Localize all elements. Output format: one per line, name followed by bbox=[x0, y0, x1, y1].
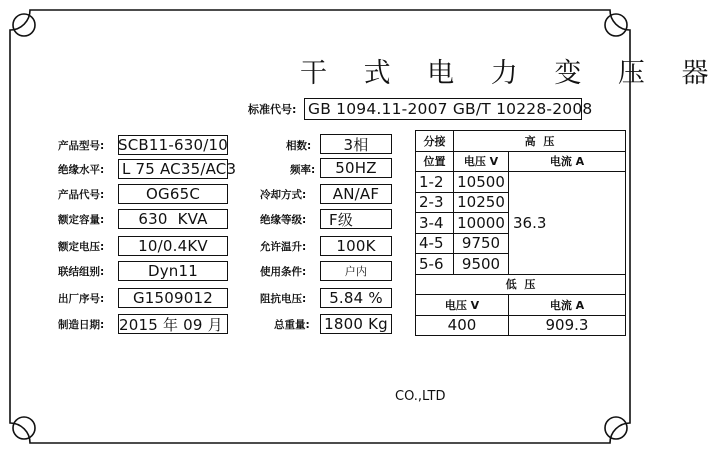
tap-voltage: 10500 bbox=[454, 172, 509, 193]
field-value-vector-group bbox=[118, 261, 228, 281]
plate-title: 干 式 电 力 变 压 器 bbox=[300, 58, 723, 89]
field-label: 绝缘等级: bbox=[260, 214, 307, 226]
field-value-temp-rise bbox=[320, 236, 392, 256]
field-label: 绝缘水平: bbox=[58, 164, 105, 176]
field-label: 额定电压: bbox=[58, 241, 105, 253]
field-label: 产品型号: bbox=[58, 140, 105, 152]
field-value-text: 630 KVA bbox=[138, 210, 208, 228]
field-value-usage bbox=[320, 261, 392, 281]
field-value-insulation bbox=[118, 159, 237, 179]
lv-voltage-value: 400 bbox=[416, 315, 509, 336]
field-value-text: 户内 bbox=[344, 265, 368, 278]
field-label: 阻抗电压: bbox=[260, 293, 307, 305]
field-label: 联结组别: bbox=[58, 266, 105, 278]
tap-position: 2-3 bbox=[416, 192, 454, 213]
tap-position: 5-6 bbox=[416, 254, 454, 275]
tap-label-1: 分接 bbox=[423, 134, 446, 148]
field-value-model bbox=[118, 135, 228, 155]
field-label: 总重量: bbox=[274, 319, 310, 331]
tap-voltage: 9750 bbox=[454, 233, 509, 254]
field-label: 额定容量: bbox=[58, 214, 105, 226]
field-value-text: G1509012 bbox=[132, 289, 214, 307]
field-value-text: F级 bbox=[329, 210, 354, 229]
table-row bbox=[416, 172, 626, 193]
field-label: 制造日期: bbox=[58, 319, 105, 331]
field-value-date bbox=[118, 314, 228, 334]
field-label: 使用条件: bbox=[260, 266, 307, 278]
tap-voltage: 10000 bbox=[454, 213, 509, 234]
field-value-capacity bbox=[118, 209, 228, 229]
field-value-text: 50HZ bbox=[335, 159, 377, 177]
field-value-text: 100K bbox=[336, 237, 376, 255]
tap-label-2: 位置 bbox=[423, 155, 446, 169]
field-label: 相数: bbox=[286, 140, 312, 152]
field-value-insulation-class bbox=[320, 209, 392, 229]
field-label: 允许温升: bbox=[260, 241, 307, 253]
hv-current-value: 36.3 bbox=[509, 172, 626, 275]
hv-voltage-header: 电压 V bbox=[454, 151, 509, 172]
lv-header: 低 压 bbox=[416, 274, 626, 295]
table-row bbox=[416, 315, 626, 336]
field-value-text: 5.84 % bbox=[329, 289, 383, 307]
field-value-text: 1800 Kg bbox=[324, 315, 388, 333]
lv-current-value: 909.3 bbox=[509, 315, 626, 336]
field-label: 出厂序号: bbox=[58, 293, 105, 305]
standard-value bbox=[304, 98, 593, 120]
standard-text: GB 1094.11-2007 GB/T 10228-2008 bbox=[308, 100, 593, 118]
position-label-cell bbox=[416, 151, 454, 172]
field-value-text: Dyn11 bbox=[147, 262, 199, 280]
field-value-voltage bbox=[118, 236, 228, 256]
tap-voltage: 9500 bbox=[454, 254, 509, 275]
field-value-weight bbox=[320, 314, 392, 334]
field-value-text: SCB11-630/10 bbox=[118, 136, 228, 154]
field-value-text: 2015 年 09 月 bbox=[119, 315, 223, 334]
field-label: 频率: bbox=[290, 164, 316, 176]
lv-voltage-header: 电压 V bbox=[416, 295, 509, 316]
tap-label-cell bbox=[416, 131, 454, 152]
field-value-text: 10/0.4KV bbox=[138, 237, 208, 255]
tap-position: 3-4 bbox=[416, 213, 454, 234]
tap-position: 1-2 bbox=[416, 172, 454, 193]
tap-voltage: 10250 bbox=[454, 192, 509, 213]
hv-header: 高 压 bbox=[454, 131, 626, 152]
field-value-phases bbox=[320, 134, 392, 154]
field-value-text: AN/AF bbox=[332, 185, 380, 203]
field-value-impedance bbox=[320, 288, 392, 308]
hv-current-header: 电流 A bbox=[509, 151, 626, 172]
tap-position: 4-5 bbox=[416, 233, 454, 254]
field-value-serial bbox=[118, 288, 228, 308]
field-value-text: L 75 AC35/AC3 bbox=[122, 160, 237, 178]
field-value-cooling bbox=[320, 184, 392, 204]
field-value-text: 3相 bbox=[343, 135, 369, 154]
field-value-product-code bbox=[118, 184, 228, 204]
field-value-text: OG65C bbox=[146, 185, 200, 203]
lv-current-header: 电流 A bbox=[509, 295, 626, 316]
field-label: 产品代号: bbox=[58, 189, 105, 201]
field-value-frequency bbox=[320, 158, 392, 178]
manufacturer: CO.,LTD bbox=[395, 389, 446, 404]
standard-label: 标准代号: bbox=[248, 103, 297, 116]
tap-table bbox=[415, 130, 626, 336]
field-label: 冷却方式: bbox=[260, 189, 307, 201]
